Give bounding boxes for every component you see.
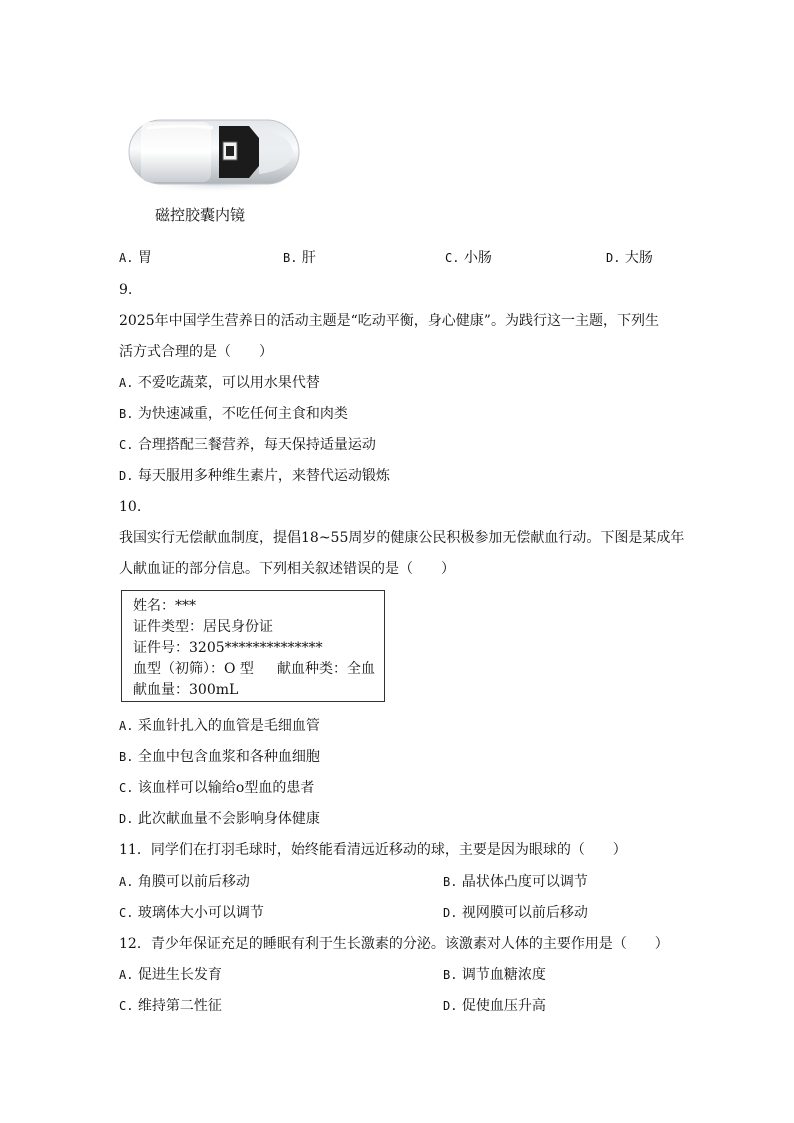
q9-option-c[interactable] (119, 435, 376, 455)
q11-option-a[interactable] (119, 872, 250, 892)
q9-option-a[interactable] (119, 373, 320, 393)
option-letter: B. (443, 875, 458, 889)
card-name: 姓名：*** (133, 598, 196, 614)
q9-number: 9. (119, 282, 133, 298)
option-text: 每天服用多种维生素片，来替代运动锻炼 (137, 468, 390, 484)
capsule-endoscope-image (127, 112, 303, 196)
q10-option-a[interactable] (119, 716, 320, 736)
card-donation-kind: 献血种类：全血 (277, 661, 375, 677)
option-text: 视网膜可以前后移动 (461, 905, 588, 921)
option-text: 胃 (137, 250, 152, 266)
q10-option-d[interactable] (119, 809, 320, 829)
option-text: 肝 (301, 250, 316, 266)
option-letter: C. (119, 781, 134, 795)
q11-stem: 11．同学们在打羽毛球时，始终能看清远近移动的球，主要是因为眼球的（ ） (119, 842, 627, 858)
option-letter: C. (119, 999, 134, 1013)
option-text: 为快速减重，不吃任何主食和肉类 (137, 406, 348, 422)
q12-option-c[interactable] (119, 996, 222, 1016)
option-text: 角膜可以前后移动 (137, 874, 250, 890)
option-letter: D. (119, 469, 134, 483)
q11-option-d[interactable] (443, 903, 588, 923)
option-text: 全血中包含血浆和各种血细胞 (137, 749, 320, 765)
card-blood-type: 血型（初筛）：O 型 (133, 661, 254, 677)
option-letter: D. (443, 999, 458, 1013)
q8-option-d[interactable] (606, 248, 653, 268)
option-text: 小肠 (463, 250, 492, 266)
q11-option-c[interactable] (119, 903, 264, 923)
card-id-type: 证件类型：居民身份证 (133, 619, 273, 635)
q11-option-b[interactable] (443, 872, 588, 892)
option-letter: A. (119, 376, 134, 390)
option-text: 玻璃体大小可以调节 (137, 905, 264, 921)
option-letter: B. (119, 407, 134, 421)
q9-option-d[interactable] (119, 466, 390, 486)
option-letter: C. (445, 251, 460, 265)
option-letter: B. (283, 251, 298, 265)
card-id-number: 证件号：3205************** (133, 640, 323, 656)
option-text: 大肠 (624, 250, 653, 266)
q9-stem-line2: 活方式合理的是（ ） (119, 344, 273, 360)
option-letter: A. (119, 875, 134, 889)
option-letter: A. (119, 251, 134, 265)
q10-stem-line1: 我国实行无偿献血制度，提倡18~55周岁的健康公民积极参加无偿献血行动。下图是某成年 (119, 530, 685, 546)
q8-option-b[interactable] (283, 248, 316, 268)
option-letter: B. (443, 968, 458, 982)
blood-donation-card (121, 590, 385, 702)
option-text: 该血样可以输给o型血的患者 (137, 780, 315, 796)
option-letter: A. (119, 719, 134, 733)
figure-caption: 磁控胶囊内镜 (155, 206, 246, 224)
q9-stem-line1: 2025年中国学生营养日的活动主题是“吃动平衡，身心健康”。为践行这一主题，下列生 (119, 313, 659, 329)
option-letter: A. (119, 968, 134, 982)
q10-option-c[interactable] (119, 778, 314, 798)
q8-option-a[interactable] (119, 248, 152, 268)
option-letter: D. (443, 906, 458, 920)
option-letter: D. (606, 251, 621, 265)
card-amount: 献血量：300mL (133, 682, 239, 698)
q8-option-c[interactable] (445, 248, 492, 268)
q9-option-b[interactable] (119, 404, 348, 424)
option-text: 促进生长发育 (137, 967, 222, 983)
option-text: 晶状体凸度可以调节 (461, 874, 588, 890)
option-text: 不爱吃蔬菜，可以用水果代替 (137, 375, 320, 391)
q10-number: 10. (119, 499, 142, 515)
option-letter: D. (119, 812, 134, 826)
q10-option-b[interactable] (119, 747, 320, 767)
q12-option-b[interactable] (443, 965, 546, 985)
option-text: 维持第二性征 (137, 998, 222, 1014)
option-letter: C. (119, 438, 134, 452)
q10-stem-line2: 人献血证的部分信息。下列相关叙述错误的是（ ） (119, 561, 455, 577)
option-letter: B. (119, 750, 134, 764)
q12-option-d[interactable] (443, 996, 546, 1016)
option-letter: C. (119, 906, 134, 920)
option-text: 采血针扎入的血管是毛细血管 (137, 718, 320, 734)
option-text: 此次献血量不会影响身体健康 (137, 811, 320, 827)
q12-option-a[interactable] (119, 965, 222, 985)
option-text: 合理搭配三餐营养，每天保持适量运动 (137, 437, 376, 453)
q12-stem: 12．青少年保证充足的睡眠有利于生长激素的分泌。该激素对人体的主要作用是（ ） (119, 936, 669, 952)
option-text: 调节血糖浓度 (461, 967, 546, 983)
option-text: 促使血压升高 (461, 998, 546, 1014)
